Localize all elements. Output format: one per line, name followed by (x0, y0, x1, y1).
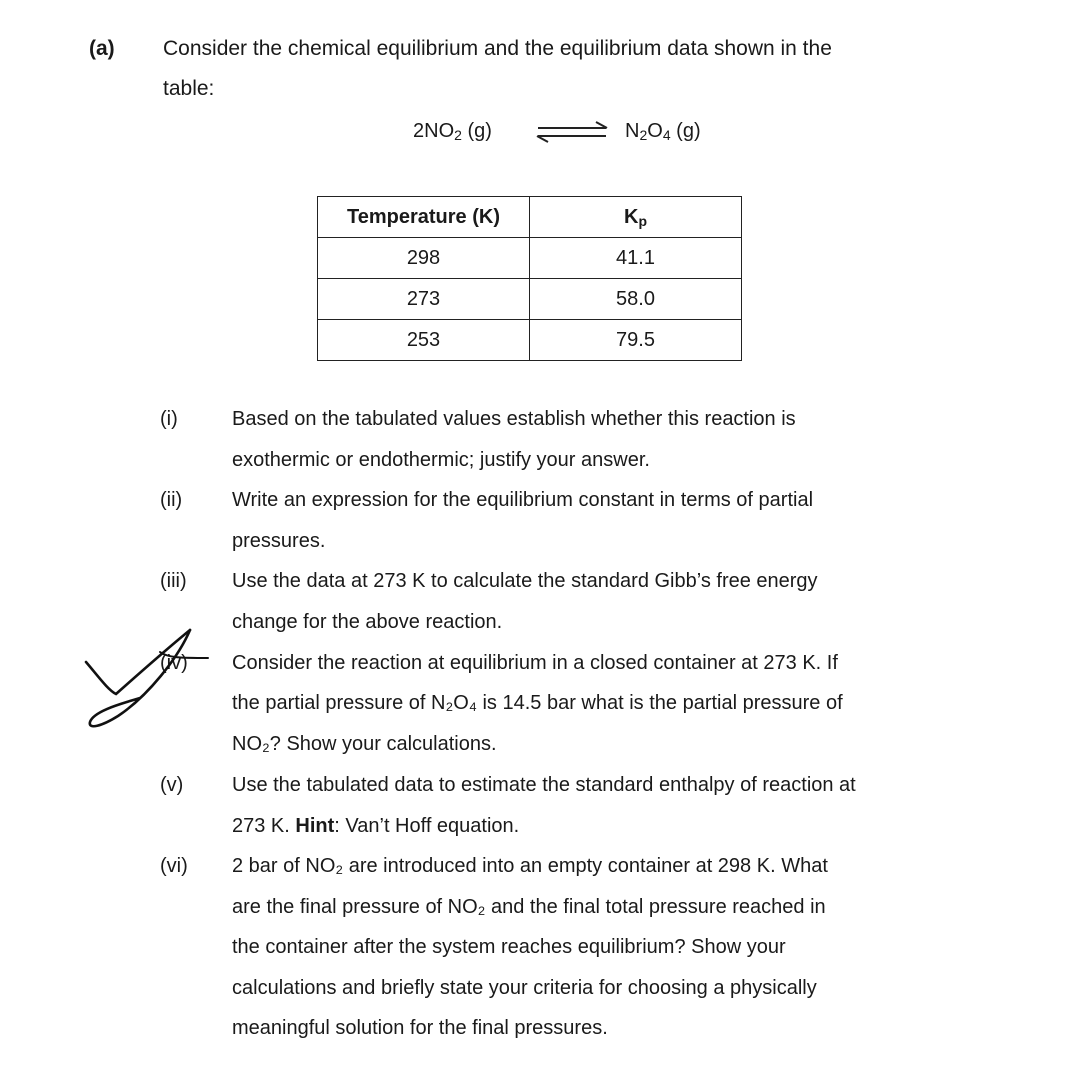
header-temperature: Temperature (K) (318, 197, 530, 238)
intro-line-2: table: (163, 77, 215, 100)
question-text: the partial pressure of N₂O₄ is 14.5 bar what is the partial pressure of (232, 692, 843, 714)
question-text: 2 bar of NO₂ are introduced into an empty container at 298 K. What (232, 855, 828, 877)
cell-kp: 41.1 (530, 238, 742, 279)
question-text: meaningful solution for the final pressures. (232, 1017, 608, 1039)
table-row (318, 320, 742, 361)
cell-kp: 58.0 (530, 279, 742, 320)
cell-kp: 79.5 (530, 320, 742, 361)
question-number: (iv) (160, 652, 188, 674)
intro-line-1: Consider the chemical equilibrium and the equilibrium data shown in the (163, 37, 832, 60)
question-text: are the final pressure of NO₂ and the final total pressure reached in (232, 896, 826, 918)
cell-temperature: 273 (318, 279, 530, 320)
equilibrium-arrow-icon (532, 118, 612, 146)
table-row (318, 279, 742, 320)
cell-temperature: 253 (318, 320, 530, 361)
question-number: (v) (160, 774, 184, 796)
question-text: calculations and briefly state your criteria for choosing a physically (232, 977, 817, 999)
equilibrium-data-table (317, 196, 742, 361)
part-label: (a) (89, 37, 115, 60)
question-text: Write an expression for the equilibrium constant in terms of partial (232, 489, 814, 511)
question-text: Based on the tabulated values establish whether this reaction is (232, 408, 796, 430)
header-kp: $K_p$ (530, 197, 742, 238)
question-number: (ii) (160, 489, 183, 511)
question-text: 273 K. Hint: Van’t Hoff equation. (232, 815, 520, 837)
reaction-reactant: $2NO_2$ (g) (413, 120, 492, 143)
handwritten-checkmark-icon (78, 618, 218, 748)
question-text: Use the tabulated data to estimate the standard enthalpy of reaction at (232, 774, 856, 796)
question-text: NO₂? Show your calculations. (232, 733, 497, 755)
question-number: (i) (160, 408, 178, 430)
cell-temperature: 298 (318, 238, 530, 279)
question-text: pressures. (232, 530, 326, 552)
hint-label: Hint (295, 815, 335, 837)
table-row (318, 238, 742, 279)
table-header-row (318, 197, 742, 238)
question-text: exothermic or endothermic; justify your answer. (232, 449, 650, 471)
question-number: (vi) (160, 855, 188, 877)
reaction-product: $N_2O_4$ (g) (625, 120, 701, 143)
question-text: the container after the system reaches equilibrium? Show your (232, 936, 786, 958)
question-text: Consider the reaction at equilibrium in a closed container at 273 K. If (232, 652, 838, 674)
question-text: change for the above reaction. (232, 611, 503, 633)
question-text: Use the data at 273 K to calculate the standard Gibb’s free energy (232, 570, 818, 592)
question-number: (iii) (160, 570, 187, 592)
